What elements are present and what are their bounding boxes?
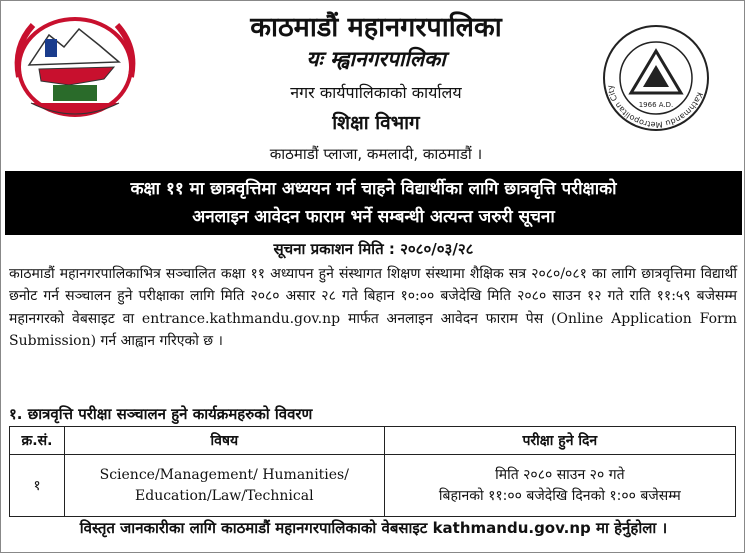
org-name: काठमाडौं महानगरपालिका [250,12,502,43]
notice-header [1,1,745,169]
row-subject [64,455,384,517]
office-motto: यः म्ह्वानगरपालिका [306,47,446,71]
seal-text: Kathmandu Metropolitan City [605,84,705,130]
table-row [10,455,736,517]
table-header-row [10,427,736,455]
notice-title-banner [5,171,742,235]
subject-line-1: Science/Management/ Humanities/ [99,466,349,483]
banner-line-2: अनलाइन आवेदन फाराम भर्ने सम्बन्धी अत्यन्त जरुरी सूचना [192,207,555,227]
exam-schedule-table [9,426,736,517]
header-exam-date: परीक्षा हुने दिन [384,427,735,455]
seal-year: 1966 A.D. [638,101,674,109]
header-subject: विषय [64,427,384,455]
date-line-2: बिहानको ११:०० बजेदेखि दिनको १:०० बजेसम्म [438,487,681,504]
header-sn: क्र.सं. [10,427,65,455]
date-line-1: मिति २०८० साउन २० गते [495,466,625,483]
nepal-emblem-icon [9,7,141,125]
row-exam-date [384,455,735,517]
banner-line-1: कक्षा ११ मा छात्रवृत्तिमा अध्ययन गर्न चाहने विद्यार्थीका लागि छात्रवृत्ति परीक्षाको [130,179,617,199]
row-sn: १ [10,455,65,517]
office-name: नगर कार्यपालिकाको कार्यालय [290,83,462,102]
subject-line-2: Education/Law/Technical [135,487,314,504]
notice-paragraph: काठमाडौं महानगरपालिकाभित्र सञ्चालित कक्षा ११ अध्यापन हुने संस्थागत शिक्षण संस्थामा शैक्षिक सत्र २०८०/०८१ का लागि छात्रवृत्तिमा विद्यार्थी छनोट गर्न सञ्चालन हुने परीक्षाका लागि मिति २०८० असार २८ गते बिहान १०:०० बजेदेखि मिति २०८० साउन १२ गते राति ११:५९ बजेसम्म महानगरको वेबसाइट वा entrance.kathmandu.gov.np मार्फत अनलाइन आवेदन फाराम पेस (Online Application Form Submission) गर्न आह्वान गरिएको छ । [9,266,737,349]
office-address: काठमाडौं प्लाजा, कमलादी, काठमाडौं । [269,145,483,163]
publication-date: सूचना प्रकाशन मिति : २०८०/०३/२८ [273,240,474,258]
kmc-seal-icon [601,23,711,133]
footer-note: विस्तृत जानकारीका लागि काठमाडौं महानगरपालिकाको वेबसाइट kathmandu.gov.np मा हेर्नुहोला । [79,519,668,537]
department-name: शिक्षा विभाग [332,112,420,134]
section-title: १. छात्रवृत्ति परीक्षा सञ्चालन हुने कार्यक्रमहरुको विवरण [9,405,313,423]
